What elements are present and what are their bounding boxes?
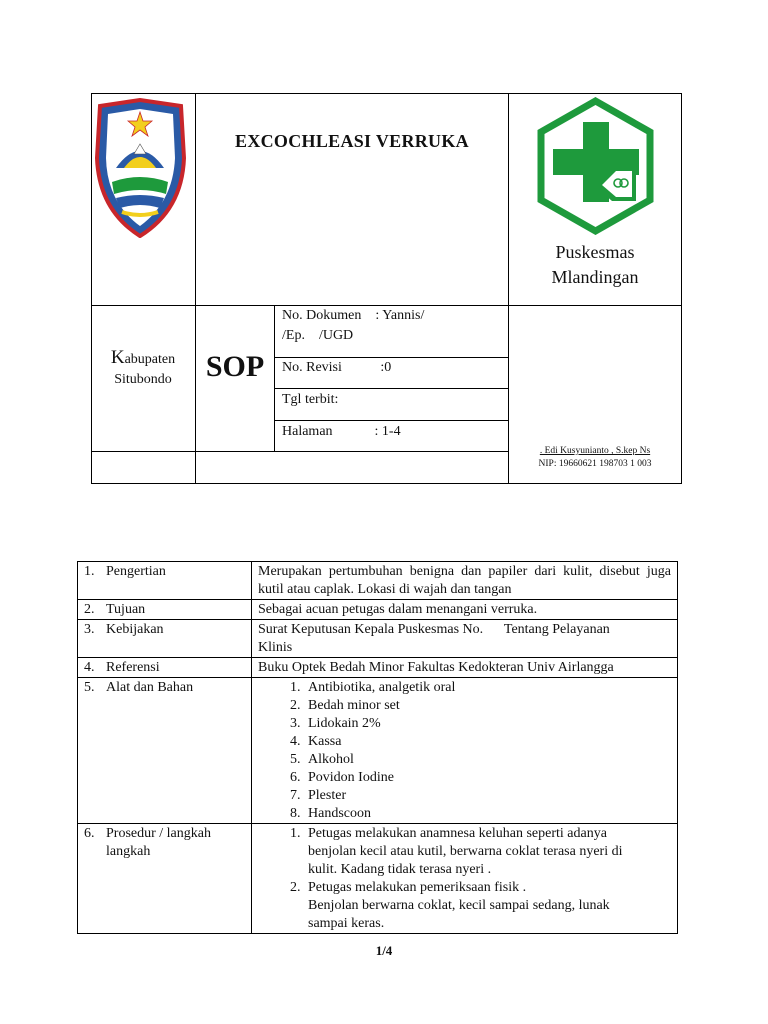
- row-label: Alat dan Bahan: [106, 680, 194, 695]
- list-item: 4. Kassa: [304, 733, 671, 751]
- kabupaten-line-2: Situbondo: [114, 372, 172, 387]
- table-row: [78, 678, 678, 824]
- list-item: 3. Lidokain 2%: [304, 715, 671, 733]
- row-content: Merupakan pertumbuhan benigna dan papiler dari kulit, disebut juga kutil atau caplak. Lokasi di wajah dan tangan: [252, 562, 678, 600]
- table-row: [78, 658, 678, 678]
- signatory-name: . Edi Kusyunianto , S.kep Ns: [539, 446, 651, 456]
- row-number: 2.: [84, 602, 95, 617]
- row-label: Tujuan: [106, 602, 146, 617]
- list-item: 2. Bedah minor set: [304, 697, 671, 715]
- row-number: 4.: [84, 660, 95, 675]
- row-label: Kebijakan: [106, 622, 164, 637]
- puskesmas-line-1: Puskesmas: [555, 242, 635, 262]
- row-label: Pengertian: [106, 564, 166, 579]
- table-row: [78, 824, 678, 934]
- halaman: Halaman : 1-4: [282, 424, 401, 439]
- prosedur-continuation: Benjolan berwarna coklat, kecil sampai sedang, lunak sampai keras.: [308, 898, 610, 931]
- no-dokumen-line-2: /Ep. /UGD: [282, 328, 354, 343]
- table-row: [78, 600, 678, 620]
- kabupaten-label: [91, 348, 195, 390]
- tgl-terbit: Tgl terbit:: [282, 392, 339, 407]
- list-item: 1. Antibiotika, analgetik oral: [304, 679, 671, 697]
- list-item: 7. Plester: [304, 787, 671, 805]
- row-content: Sebagai acuan petugas dalam menangani verruka.: [252, 600, 678, 620]
- no-dokumen-line-1: No. Dokumen : Yannis/: [282, 308, 425, 323]
- row-content: Buku Optek Bedah Minor Fakultas Kedokteran Univ Airlangga: [252, 658, 678, 678]
- list-item: 8. Handscoon: [304, 805, 671, 823]
- table-row: [78, 620, 678, 658]
- list-item: 1. Petugas melakukan anamnesa keluhan seperti adanya benjolan kecil atau kutil, berwarna coklat terasa nyeri di kulit. Kadang tidak terasa nyeri .: [304, 825, 649, 879]
- puskesmas-logo-icon: [536, 97, 655, 235]
- signature-block: [509, 445, 681, 471]
- table-row: [78, 562, 678, 600]
- kabupaten-rest: abupaten: [124, 352, 176, 367]
- row-number: 5.: [84, 680, 95, 695]
- kabupaten-initial: K: [110, 347, 125, 368]
- list-item: 5. Alkohol: [304, 751, 671, 769]
- list-item: 6. Povidon Iodine: [304, 769, 671, 787]
- row-number: 1.: [84, 564, 95, 579]
- list-item: 2. Petugas melakukan pemeriksaan fisik .: [304, 879, 649, 897]
- prosedur-steps: [258, 825, 649, 897]
- row-number: 3.: [84, 622, 95, 637]
- row-content: Surat Keputusan Kepala Puskesmas No. Tentang Pelayanan Klinis: [252, 620, 678, 658]
- sop-label: SOP: [205, 350, 265, 383]
- page-number: 1/4: [375, 943, 393, 958]
- document-title: EXCOCHLEASI VERRUKA: [235, 131, 469, 151]
- kabupaten-emblem-icon: [94, 98, 187, 238]
- alat-bahan-list: [258, 679, 671, 823]
- row-label: Referensi: [106, 660, 160, 675]
- puskesmas-line-2: Mlandingan: [551, 267, 639, 287]
- sop-content-table: [77, 561, 678, 934]
- no-revisi: No. Revisi :0: [282, 360, 392, 375]
- puskesmas-name: [509, 240, 681, 290]
- signatory-nip: NIP: 19660621 198703 1 003: [538, 459, 652, 469]
- row-number: 6.: [84, 826, 95, 841]
- row-label: Prosedur / langkah langkah: [106, 826, 211, 859]
